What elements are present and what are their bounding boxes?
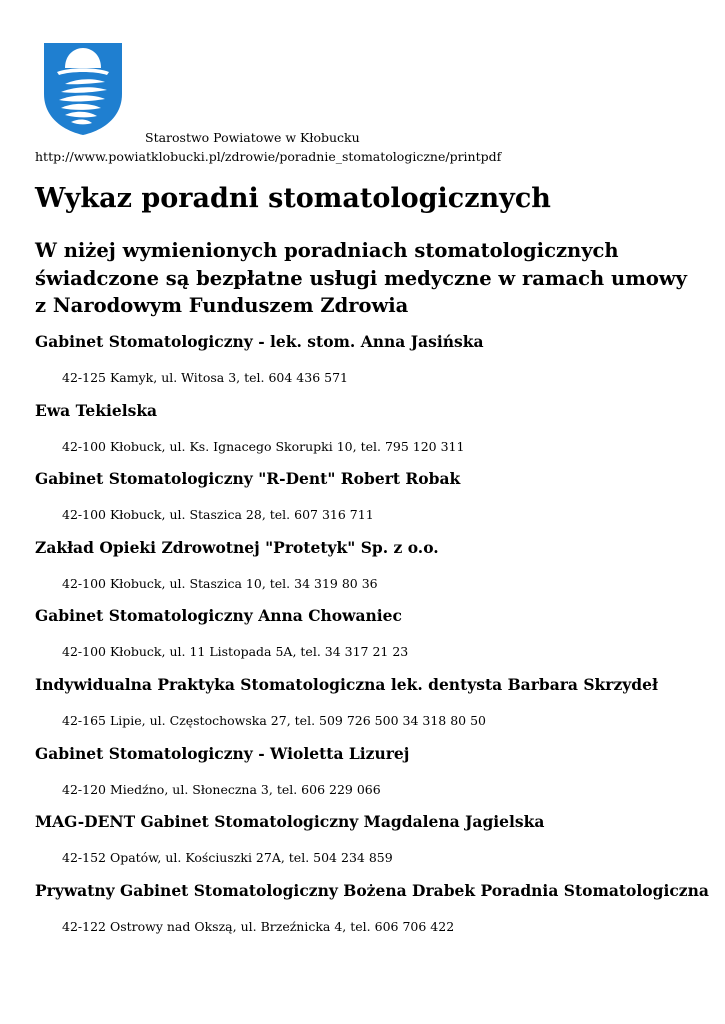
clinic-address: 42-100 Kłobuck, ul. Staszica 28, tel. 607 316 711 xyxy=(62,507,374,523)
clinic-name: MAG-DENT Gabinet Stomatologiczny Magdalena Jagielska xyxy=(35,812,545,832)
clinic-list xyxy=(35,332,709,949)
clinic-item xyxy=(35,469,705,538)
clinic-name: Gabinet Stomatologiczny - Wioletta Lizurej xyxy=(35,743,410,763)
clinic-address: 42-100 Kłobuck, ul. 11 Listopada 5A, tel. 34 317 21 23 xyxy=(62,644,409,660)
clinic-name: Gabinet Stomatologiczny "R-Dent" Robert Robak xyxy=(35,469,461,489)
clinic-address: 42-100 Kłobuck, ul. Staszica 10, tel. 34 319 80 36 xyxy=(62,575,378,591)
page-title: Wykaz poradni stomatologicznych xyxy=(35,183,551,214)
clinic-item xyxy=(35,675,705,744)
clinic-address: 42-152 Opatów, ul. Kościuszki 27A, tel. 504 234 859 xyxy=(62,850,393,866)
clinic-item xyxy=(35,880,709,950)
clinic-name: Indywidualna Praktyka Stomatologiczna lek. dentysta Barbara Skrzydeł xyxy=(35,674,658,694)
powiat-coat-of-arms-icon xyxy=(43,42,123,136)
clinic-item xyxy=(35,538,705,607)
clinic-name: Zakład Opieki Zdrowotnej "Protetyk" Sp. z o.o. xyxy=(35,537,439,557)
clinic-address: 42-100 Kłobuck, ul. Ks. Ignacego Skorupki 10, tel. 795 120 311 xyxy=(62,438,465,454)
page-subtitle: W niżej wymienionych poradniach stomatologicznych świadczone są bezpłatne usługi medyczne w ramach umowy z Narodowym Funduszem Zdrowia xyxy=(35,239,687,317)
clinic-item xyxy=(35,812,705,881)
clinic-name: Gabinet Stomatologiczny Anna Chowaniec xyxy=(35,606,402,626)
clinic-item xyxy=(35,332,705,401)
clinic-item xyxy=(35,401,705,470)
clinic-address: 42-122 Ostrowy nad Okszą, ul. Brzeźnicka 4, tel. 606 706 422 xyxy=(62,918,455,934)
source-url: http://www.powiatklobucki.pl/zdrowie/poradnie_stomatologiczne/printpdf xyxy=(35,149,502,164)
clinic-item xyxy=(35,744,705,813)
clinic-address: 42-120 Miedźno, ul. Słoneczna 3, tel. 606 229 066 xyxy=(62,781,381,797)
clinic-address: 42-165 Lipie, ul. Częstochowska 27, tel. 509 726 500 34 318 80 50 xyxy=(62,712,487,728)
clinic-name: Prywatny Gabinet Stomatologiczny Bożena Drabek Poradnia Stomatologiczna xyxy=(35,880,709,900)
clinic-address: 42-125 Kamyk, ul. Witosa 3, tel. 604 436 571 xyxy=(62,370,348,385)
organization-name: Starostwo Powiatowe w Kłobucku xyxy=(145,130,360,145)
clinic-name: Ewa Tekielska xyxy=(35,400,158,420)
clinic-name: Gabinet Stomatologiczny - lek. stom. Anna Jasińska xyxy=(35,332,484,351)
clinic-item xyxy=(35,606,705,675)
